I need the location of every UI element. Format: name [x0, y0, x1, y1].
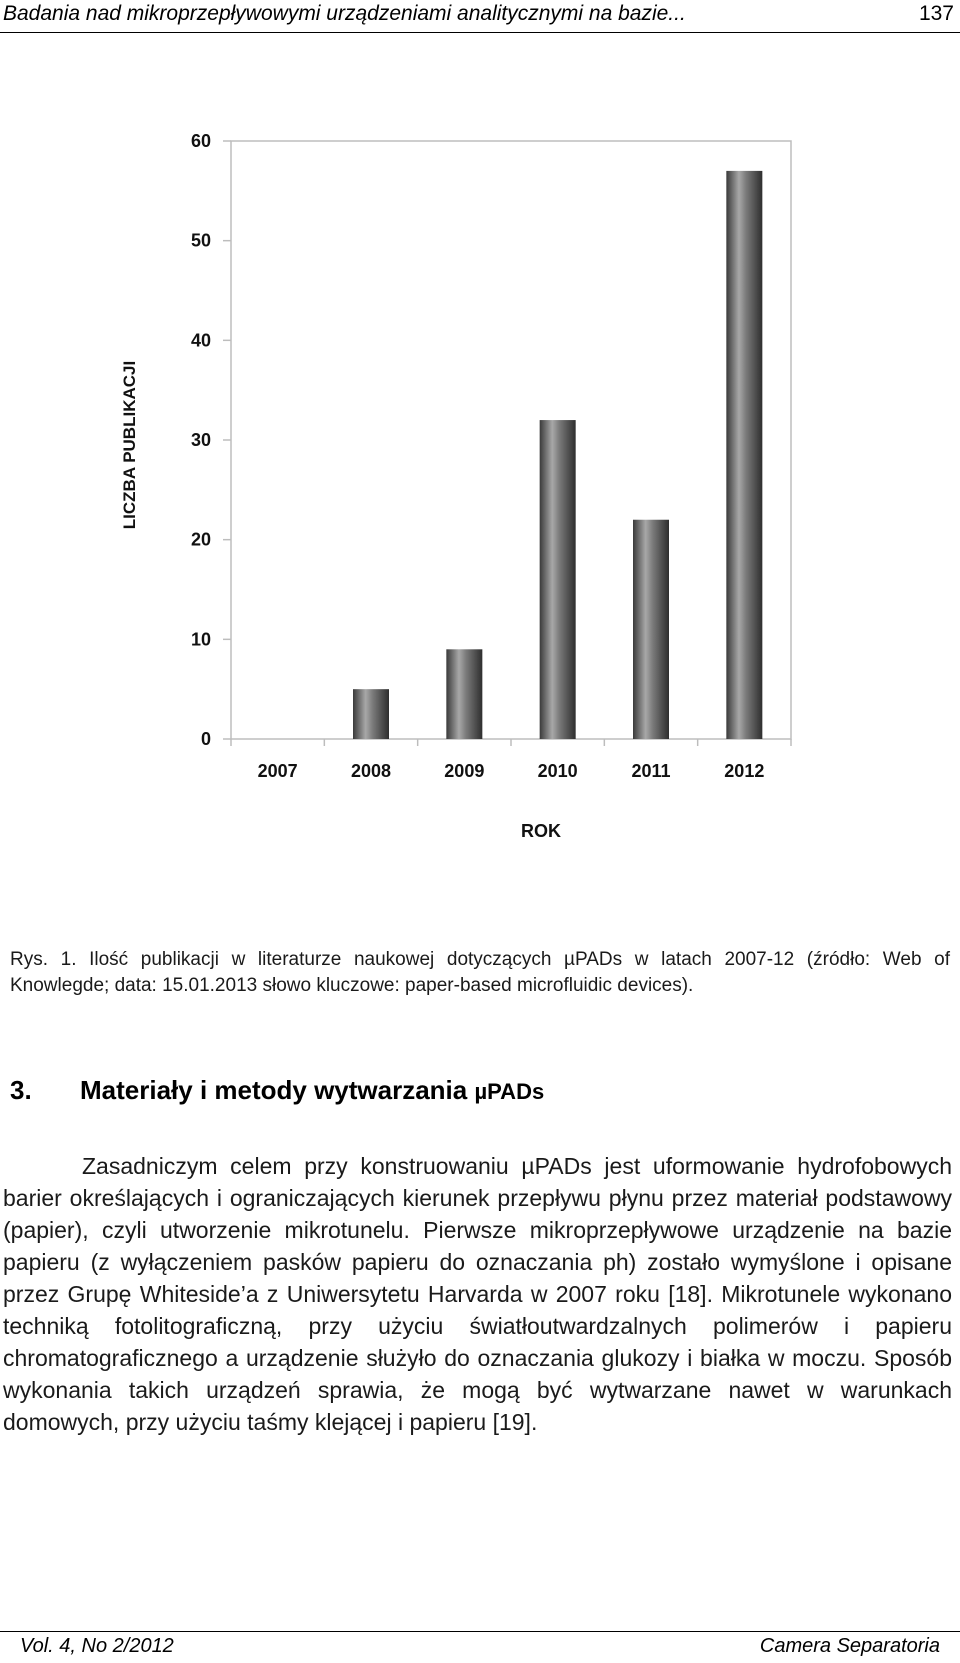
page-number: 137 — [918, 2, 954, 25]
x-axis-label: ROK — [521, 821, 561, 841]
y-tick-label-10: 10 — [190, 629, 211, 650]
section-number: 3. — [10, 1075, 32, 1105]
body-paragraph: Zasadniczym celem przy konstruowaniu µPADs jest uformowanie hydrofobowych barier określających i ograniczających kierunek przepływu płynu przez materiał podstawowy (papier), czyli utworzenie mikrotunelu. Pierwsze mikroprzepływowe urządzenie na bazie papieru (z wyłączeniem pasków papieru do oznaczania ph) zostało wymyślone i opisane przez Grupę Whiteside’a z Uniwersytetu Harvarda w 2007 roku [18]. Mikrotunele wykonano techniką fotolitograficzną, przy użyciu światłoutwardzalnych polimerów i papieru chromatograficznego a urządzenie służyło do oznaczania glukozy i białka w moczu. Sposób wykonania takich urządzeń sprawia, że mogą być wytwarzane nawet w warunkach domowych, przy użyciu taśmy klejącej i papieru [19]. — [3, 1153, 952, 1435]
y-tick-label-0: 0 — [200, 729, 211, 749]
y-tick-label-20: 20 — [190, 529, 211, 550]
x-tick-label-2011: 2011 — [631, 761, 671, 781]
section-title-suffix: µPADs — [474, 1079, 545, 1104]
section-title: Materiały i metody wytwarzania — [80, 1075, 475, 1105]
y-axis-ticks — [191, 131, 231, 749]
y-tick-label-60: 60 — [190, 131, 211, 151]
y-axis-label: LICZBA PUBLIKACJI — [120, 360, 139, 530]
x-tick-label-2007: 2007 — [257, 761, 298, 781]
plot-area — [231, 141, 791, 739]
footer-volume: Vol. 4, No 2/2012 — [20, 1635, 174, 1657]
x-axis-ticks — [231, 739, 791, 781]
figure-caption: Rys. 1. Ilość publikacji w literaturze naukowej dotyczących µPADs w latach 2007-12 (źródło: Web of Knowlegde; data: 15.01.2013 słowo kluczowe: paper-based microfluidic devices). — [10, 949, 950, 996]
x-tick-label-2009: 2009 — [444, 761, 485, 781]
x-tick-label-2008: 2008 — [350, 761, 392, 781]
header-rule — [0, 32, 960, 33]
running-header-title: Badania nad mikroprzepływowymi urządzeniami analitycznymi na bazie... — [3, 2, 686, 25]
footer-rule — [0, 1631, 960, 1632]
bar-2009 — [446, 649, 482, 739]
bar-2010 — [540, 420, 576, 739]
section-heading — [10, 1075, 544, 1106]
x-tick-label-2012: 2012 — [724, 761, 765, 781]
bar-2011 — [633, 520, 669, 739]
publications-bar-chart — [110, 125, 850, 905]
bar-2012 — [726, 171, 762, 739]
bar-2008 — [353, 689, 389, 739]
y-tick-label-40: 40 — [190, 330, 211, 351]
x-tick-label-2010: 2010 — [537, 761, 578, 781]
y-tick-label-50: 50 — [190, 230, 211, 251]
y-tick-label-30: 30 — [190, 430, 211, 450]
footer-journal: Camera Separatoria — [759, 1635, 940, 1657]
